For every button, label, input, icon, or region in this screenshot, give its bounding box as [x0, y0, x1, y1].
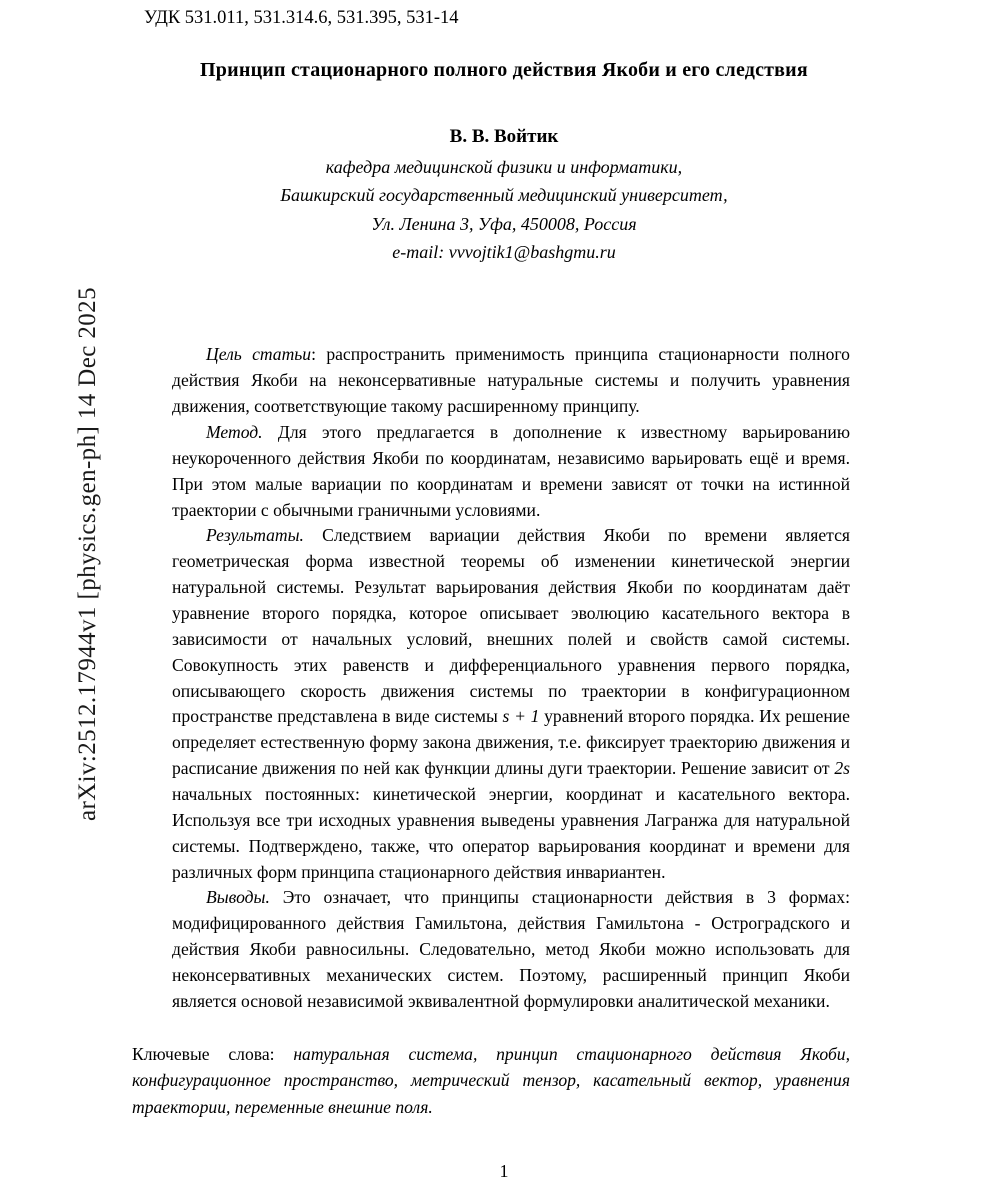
- abstract-method-text: Для этого предлагается в дополнение к известному варьированию неукороченного действия Якоби по координатам, независимо варьировать ещё и время. При этом малые вариации по координатам и времени зависят от точки на истинной траектории с обычными граничными условиями.: [172, 422, 850, 520]
- abstract-method-label: Метод.: [206, 422, 263, 443]
- paper-page: [128, 0, 880, 1200]
- abstract-results-text-2: уравнений второго порядка. Их решение определяет естественную форму закона движения, т.е. фиксирует траекторию движения и расписание движения по ней как функции длины дуги траектории. Решение зависит от: [172, 706, 850, 779]
- abstract-results-math-1: s + 1: [502, 706, 540, 727]
- abstract-results-text-1: Следствием вариации действия Якоби по времени является геометрическая форма известной теоремы об изменении кинетической энергии натуральной системы. Результат варьирования действия Якоби по координатам даёт уравнение второго порядка, которое описывает эволюцию касательного вектора в зависимости от начальных условий, внешних полей и свойств самой системы. Совокупность этих равенств и дифференциального уравнения первого порядка, описывающего скорость движения системы по траектории в конфигурационном пространстве представлена в виде системы: [172, 525, 850, 727]
- arxiv-stamp: [0, 0, 120, 1200]
- abstract-results-math-2: 2s: [834, 758, 850, 779]
- abstract-conclusions-text: Это означает, что принципы стационарности действия в 3 формах: модифицированного действия Гамильтона, действия Гамильтона - Остроградского и действия Якоби равносильны. Следовательно, метод Якоби можно использовать для неконсервативных механических систем. Поэтому, расширенный принцип Якоби является основой независимой эквивалентной формулировки аналитической механики.: [172, 887, 850, 1011]
- author-name: В. В. Войтик: [449, 126, 559, 147]
- abstract-block: [128, 342, 880, 1014]
- abstract-goal-text: : распространить применимость принципа стационарности полного действия Якоби на неконсервативные натуральные системы и получить уравнения движения, соответствующие такому расширенному принципу.: [172, 344, 850, 417]
- arxiv-identifier: arXiv:2512.17944v1 [physics.gen-ph] 14 Dec 2025: [74, 287, 101, 821]
- affiliation-block: [128, 154, 880, 266]
- author-email: e-mail: vvvojtik1@bashgmu.ru: [392, 242, 616, 263]
- udk-classification: УДК 531.011, 531.314.6, 531.395, 531-14: [144, 8, 459, 28]
- affiliation-line-3: Ул. Ленина 3, Уфа, 450008, Россия: [371, 213, 637, 234]
- abstract-paragraph-goal: [172, 342, 850, 420]
- abstract-goal-label: Цель статьи: [206, 344, 312, 365]
- keywords-label: Ключевые слова:: [132, 1043, 294, 1064]
- affiliation-line-2: Башкирский государственный медицинский университет,: [280, 185, 728, 206]
- abstract-paragraph-results: [172, 523, 850, 885]
- abstract-conclusions-label: Выводы.: [206, 887, 270, 908]
- affiliation-line-1: кафедра медицинской физики и информатики,: [325, 157, 683, 177]
- abstract-paragraph-conclusions: [172, 885, 850, 1014]
- abstract-results-label: Результаты.: [206, 525, 304, 546]
- keywords-block: [128, 1041, 880, 1120]
- keywords-list: натуральная система, принцип стационарного действия Якоби, конфигурационное пространство, метрический тензор, касательный вектор, уравнения траектории, переменные внешние поля.: [132, 1043, 850, 1117]
- abstract-results-text-3: начальных постоянных: кинетической энергии, координат и касательного вектора. Используя все три исходных уравнения выведены уравнения Лагранжа для натуральной системы. Подтверждено, также, что оператор варьирования координат и времени для различных форм принципа стационарного действия инвариантен.: [172, 784, 850, 882]
- page-number: 1: [499, 1161, 509, 1181]
- page-title: Принцип стационарного полного действия Якоби и его следствия: [200, 59, 808, 81]
- abstract-paragraph-method: [172, 420, 850, 523]
